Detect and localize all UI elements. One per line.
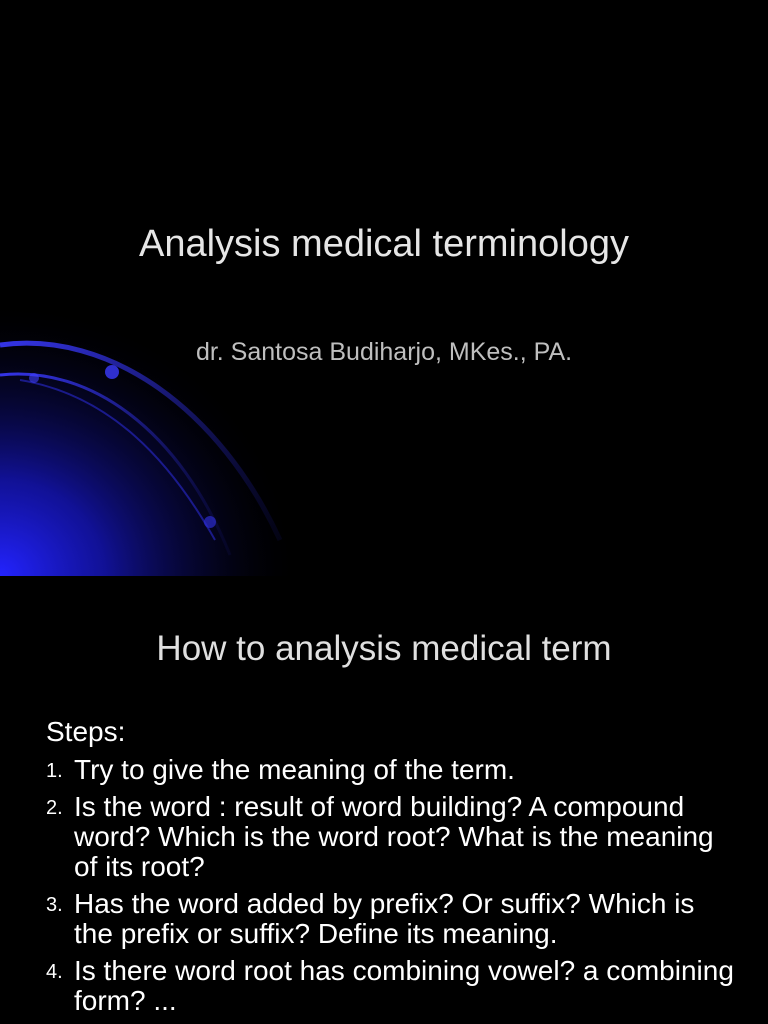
list-item-text: Try to give the meaning of the term. <box>74 754 515 785</box>
slide-title: How to analysis medical term <box>156 629 612 668</box>
steps-heading: Steps: <box>46 716 126 747</box>
list-item <box>46 956 736 1016</box>
slide-2 <box>0 577 768 1024</box>
list-item <box>46 792 736 882</box>
list-item <box>46 755 736 785</box>
list-item-text: Is there word root has combining vowel? a combining form? ... <box>74 955 734 1016</box>
list-item-text: Has the word added by prefix? Or suffix? Which is the prefix or suffix? Define its meaning. <box>74 888 695 949</box>
list-item-number: 4. <box>46 961 63 983</box>
list-item-number: 2. <box>46 797 63 819</box>
list-item-text: Is the word : result of word building? A compound word? Which is the word root? What is the meaning of its root? <box>74 791 714 882</box>
orb-dot-2 <box>204 516 216 528</box>
steps-list <box>46 755 736 1016</box>
slide-title: Analysis medical terminology <box>139 223 629 265</box>
slide-body <box>46 717 736 1023</box>
orb-dot-3 <box>29 373 39 383</box>
list-item-number: 3. <box>46 894 63 916</box>
list-item-number: 1. <box>46 760 63 782</box>
slide-subtitle: dr. Santosa Budiharjo, MKes., PA. <box>195 338 573 366</box>
list-item <box>46 889 736 949</box>
